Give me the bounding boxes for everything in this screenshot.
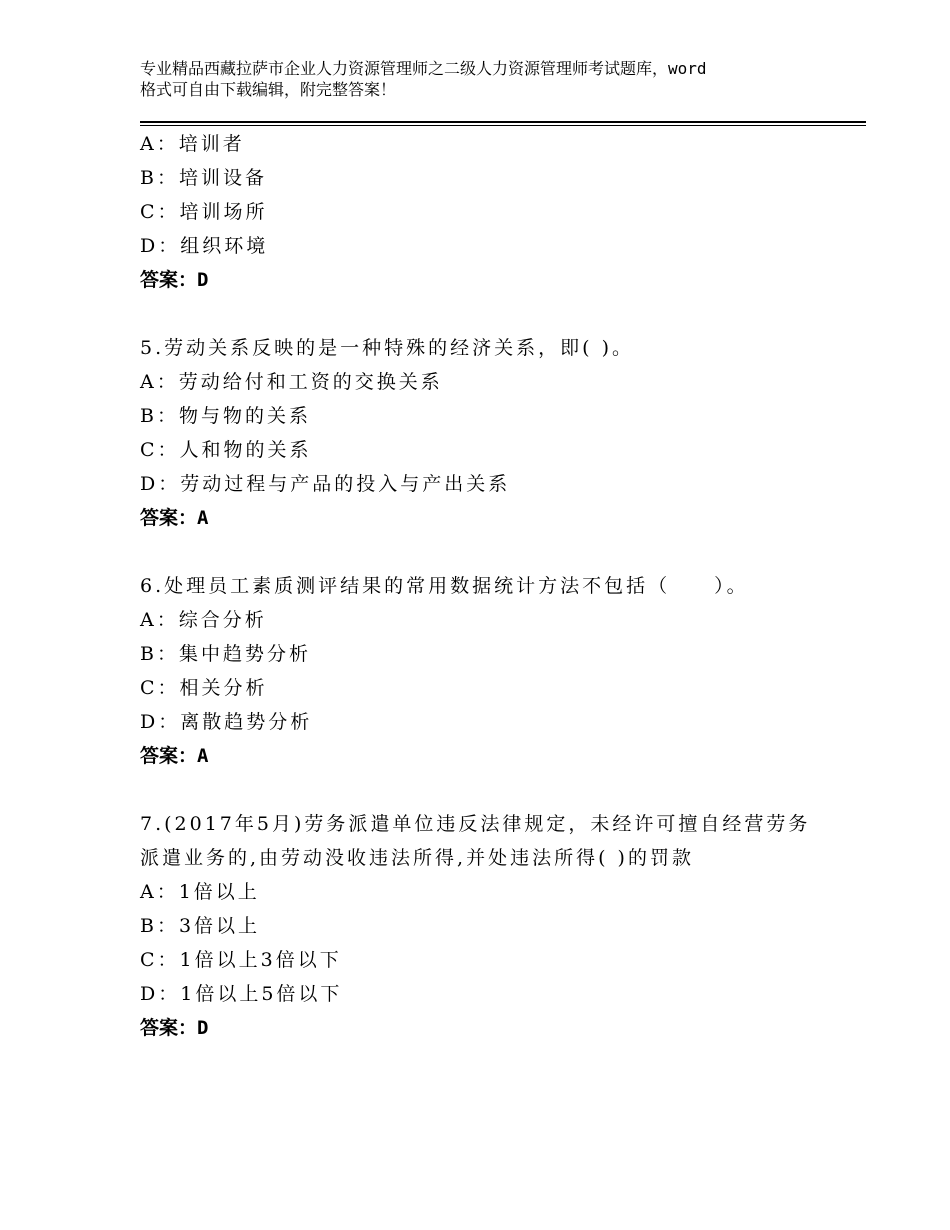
question-5 [140,331,866,535]
spacer [140,773,866,807]
option-a: A：培训者 [140,133,245,155]
answer-value: D [197,269,209,291]
option-d: D：1倍以上5倍以下 [140,983,343,1005]
option-c: C：人和物的关系 [140,439,312,461]
option-b: B：物与物的关系 [140,405,311,427]
spacer [140,297,866,331]
option-a: A：劳动给付和工资的交换关系 [140,371,443,393]
answer-label: 答案： [140,507,198,529]
option-c: C：相关分析 [140,677,268,699]
question-stem: 5.劳动关系反映的是一种特殊的经济关系，即( )。 [140,337,634,359]
answer-value: A [197,745,209,767]
answer-line [140,1011,866,1045]
question-6 [140,569,866,773]
option-b: B：3倍以上 [140,915,261,937]
header-divider-thick [140,121,866,123]
document-header [140,58,840,100]
option-a: A：1倍以上 [140,881,260,903]
answer-label: 答案： [140,269,198,291]
option-a: A：综合分析 [140,609,267,631]
answer-value: D [197,1017,209,1039]
option-d: D：劳动过程与产品的投入与产出关系 [140,473,511,495]
question-stem: 6.处理员工素质测评结果的常用数据统计方法不包括（ ）。 [140,575,749,597]
option-c: C：1倍以上3倍以下 [140,949,342,971]
answer-label: 答案： [140,1017,198,1039]
option-d: D：离散趋势分析 [140,711,313,733]
answer-line [140,501,866,535]
answer-label: 答案： [140,745,198,767]
question-stem-line-2: 派遣业务的,由劳动没收违法所得,并处违法所得( )的罚款 [140,847,694,869]
option-c: C：培训场所 [140,201,268,223]
header-line-1: 专业精品西藏拉萨市企业人力资源管理师之二级人力资源管理师考试题库，word [140,59,707,78]
question-stem-line-1: 7.(2017年5月)劳务派遣单位违反法律规定，未经许可擅自经营劳务 [140,813,811,835]
question-list [140,127,866,1045]
option-b: B：培训设备 [140,167,267,189]
question-7 [140,807,866,1045]
spacer [140,535,866,569]
option-d: D：组织环境 [140,235,269,257]
header-divider-thin [140,125,866,126]
answer-value: A [197,507,209,529]
option-b: B：集中趋势分析 [140,643,311,665]
answer-line [140,739,866,773]
question-partial [140,127,866,297]
header-line-2: 格式可自由下载编辑，附完整答案！ [140,80,397,99]
answer-line [140,263,866,297]
